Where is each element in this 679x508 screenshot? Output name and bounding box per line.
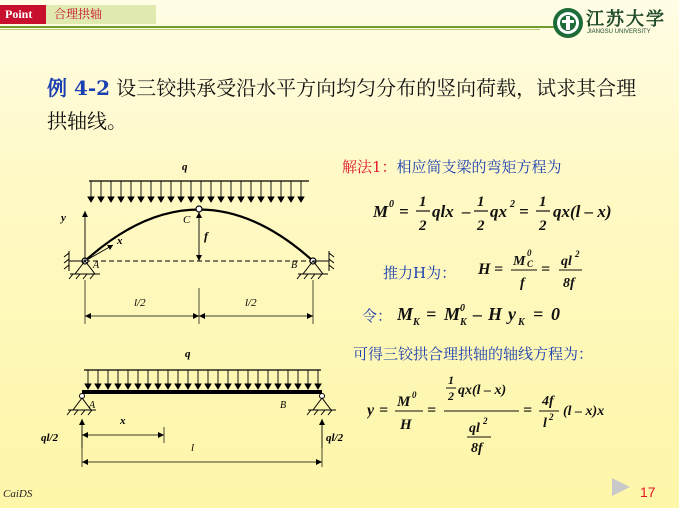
svg-text:–: – [462,202,471,221]
result-text: 可得三铰拱合理拱轴的轴线方程为： [353,345,594,363]
thrust-equation [478,247,608,295]
svg-text:M: M [513,254,526,269]
svg-text:=: = [533,304,544,324]
svg-text:2: 2 [477,218,485,234]
header-divider [0,26,560,28]
svg-text:qx: qx [490,202,507,221]
beam-figure [36,343,346,473]
svg-text:0: 0 [412,390,417,400]
svg-text:2: 2 [419,218,427,234]
svg-text:K: K [460,317,467,328]
method-heading [342,156,562,177]
svg-text:K: K [518,317,525,328]
svg-text:f: f [520,276,525,291]
left-reaction-label: ql/2 [41,432,59,444]
svg-text:(l – x)x: (l – x)x [563,404,605,419]
beam-left-support-label: A [89,400,96,411]
beam-span-label: l [191,442,195,454]
problem-text: 设三铰拱承受沿水平方向均匀分布的竖向荷载，试求其合理拱轴线。 [47,76,637,133]
svg-text:=: = [379,402,389,419]
condition-equation [397,298,607,330]
svg-text:–: – [473,304,482,324]
svg-text:ql: ql [561,254,572,269]
svg-text:0: 0 [527,248,532,258]
svg-text:K: K [413,317,420,328]
method-text: 相应简支梁的弯矩方程为 [396,158,562,176]
left-support-label: A [93,260,100,271]
beam-load-arrows [85,370,321,389]
svg-text:0: 0 [551,304,560,324]
svg-text:H: H [478,261,491,278]
beam-right-support [307,398,336,415]
thrust-label: 推力H为： [383,264,457,282]
span-left-label: l/2 [134,297,146,309]
header-divider-thin [0,29,540,30]
problem-statement [47,72,647,138]
slide-header [0,0,679,46]
right-support-label: B [291,260,298,271]
page-number: 17 [640,484,656,500]
svg-text:1: 1 [419,194,427,210]
university-name-en: JIANGSU UNIVERSITY [587,29,651,35]
beam-member [82,390,322,394]
beam-load-label: q [185,348,191,360]
svg-text:=: = [399,202,409,221]
svg-text:H: H [488,304,503,324]
moment-equation [373,188,633,240]
svg-text:y: y [508,304,516,324]
svg-text:=: = [519,202,529,221]
university-logo [552,3,677,43]
svg-text:2: 2 [483,416,488,426]
arch-load-label: q [182,161,188,173]
svg-text:=: = [494,261,504,278]
crown-label: C [183,214,191,226]
right-reaction-label: ql/2 [326,432,344,444]
x-axis-label: x [117,235,123,247]
svg-text:0: 0 [389,199,394,210]
university-seal-icon [552,7,584,39]
example-number: 例 4-2 [47,76,111,100]
svg-text:2: 2 [539,218,547,234]
svg-text:H: H [400,417,412,433]
svg-text:2: 2 [549,412,554,422]
arch-figure [55,158,335,328]
svg-text:l: l [543,416,547,431]
svg-text:M: M [444,304,461,324]
svg-text:qx(l – x): qx(l – x) [553,202,612,221]
svg-text:1: 1 [477,194,485,210]
svg-text:=: = [541,261,551,278]
beam-right-support-label: B [280,400,287,411]
method-label: 解法1： [342,158,397,176]
svg-text:=: = [426,304,437,324]
point-tab: Point [0,5,46,24]
svg-text:4f: 4f [542,394,554,409]
svg-text:8f: 8f [563,276,575,291]
svg-text:ql: ql [469,421,480,436]
arch-load-arrows [88,181,304,202]
svg-text:0: 0 [460,303,465,314]
svg-text:qlx: qlx [432,202,454,221]
svg-text:C: C [527,259,534,269]
next-page-arrow-icon[interactable] [612,478,630,496]
svg-text:1: 1 [448,373,454,387]
axis-equation [367,370,627,460]
svg-text:qx(l – x): qx(l – x) [458,383,507,398]
svg-text:=: = [427,402,437,419]
university-name: 江苏大学 [586,9,666,30]
rise-label: f [204,229,208,243]
section-tab: 合理拱轴 [46,5,156,24]
svg-text:M: M [397,394,411,410]
svg-text:1: 1 [539,194,547,210]
svg-text:M: M [397,304,414,324]
svg-text:2: 2 [510,199,515,210]
span-right-label: l/2 [245,297,257,309]
svg-text:8f: 8f [471,441,483,456]
right-pin-support [297,251,334,279]
y-axis-label: y [61,212,66,224]
beam-x-label: x [120,415,126,427]
svg-text:y: y [367,402,375,419]
svg-text:M: M [373,202,389,221]
svg-text:=: = [523,402,533,419]
svg-text:2: 2 [448,389,454,403]
svg-text:2: 2 [575,249,580,259]
order-label: 令： [362,307,393,325]
author-mark: CaiDS [3,488,33,500]
